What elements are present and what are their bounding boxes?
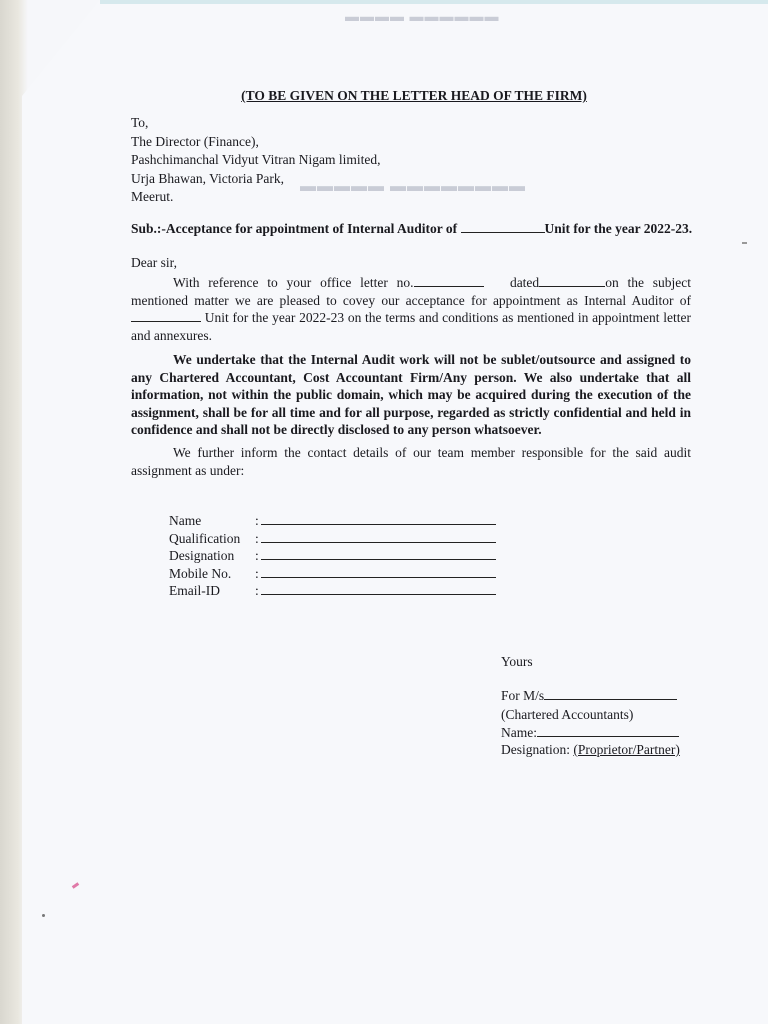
subject-prefix: Sub.:-Acceptance for appointment of Internal Auditor of [131,221,458,236]
para1-text: dated [509,275,540,290]
mobile-field[interactable] [261,565,496,578]
salutation: Dear sir, [131,255,177,270]
show-through-ghost: ▬▬▬▬ ▬▬▬▬▬▬ [345,10,500,25]
paragraph-undertaking [131,351,691,439]
field-row-email [169,582,496,600]
signatory-name-blank[interactable] [537,736,679,737]
para1-text: With reference to your office letter no. [173,275,414,290]
field-colon: : [255,566,259,581]
address-line: Pashchimanchal Vidyut Vitran Nigam limited, [131,152,381,167]
for-firm-line [501,688,677,704]
firm-name-blank[interactable] [544,699,677,700]
page-heading: (TO BE GIVEN ON THE LETTER HEAD OF THE FIRM) [241,88,587,103]
field-label: Email-ID [169,583,220,598]
signatory-name-line [501,725,679,741]
subject-suffix: Unit for the year 2022-23. [544,221,693,236]
field-row-name [169,512,496,530]
firm-type: (Chartered Accountants) [501,707,634,722]
designation-label: Designation: [501,742,570,757]
show-through-ghost: ▬▬▬▬▬ ▬▬▬▬▬▬▬▬ [300,178,526,195]
para1-text: on the subject mentioned matter we are pleased to covey our acceptance for appointment as Internal Auditor of [131,275,692,308]
field-colon: : [255,583,259,598]
designation-field[interactable] [261,547,496,560]
field-row-qualification [169,530,496,548]
field-colon: : [255,513,259,528]
address-line: Urja Bhawan, Victoria Park, [131,170,285,186]
closing: Yours [501,654,533,669]
para3-text: We further inform the contact details of our team member responsible for the said audit assignment as under: [131,445,691,478]
for-ms-label: For M/s [501,688,545,703]
field-label: Designation [169,548,235,563]
field-label: Mobile No. [169,566,232,581]
scan-speck [42,914,45,917]
subject-line [131,221,701,237]
paragraph-contact [131,444,691,479]
qualification-field[interactable] [261,530,496,543]
unit-blank[interactable] [131,321,201,322]
address-to: To, [131,115,149,130]
field-row-designation [169,547,496,565]
email-field[interactable] [261,582,496,595]
designation-value: (Proprietor/Partner) [573,742,680,757]
para2-text: We undertake that the Internal Audit work will not be sublet/outsource and assigned to any Chartered Accountant, Cost Accountant Firm/Any person. We also undertake that all information, not within the public domain, which may be acquired during the execution of the assignment, shall be for all time and for all purpose, regarded as strictly confidential and held in confidence and shall not be directly disclosed to any person whatsoever. [131,352,691,437]
name-field[interactable] [261,512,496,525]
address-line: Meerut. [131,189,174,204]
field-colon: : [255,548,259,563]
page-top-edge [100,0,768,4]
field-label: Name [169,513,202,528]
signatory-name-label: Name: [501,725,537,740]
address-block [131,114,380,207]
date-blank[interactable] [539,286,605,287]
field-row-mobile [169,565,496,583]
field-label: Qualification [169,531,241,546]
para1-text: Unit for the year 2022-23 on the terms and conditions as mentioned in appointment letter and annexures. [131,310,692,343]
address-line: The Director (Finance), [131,133,259,149]
scan-speck [742,242,747,244]
signatory-designation-line [501,742,680,758]
paragraph-acceptance [131,274,691,344]
unit-blank[interactable] [461,232,545,233]
letter-no-blank[interactable] [414,286,484,287]
field-colon: : [255,531,259,546]
